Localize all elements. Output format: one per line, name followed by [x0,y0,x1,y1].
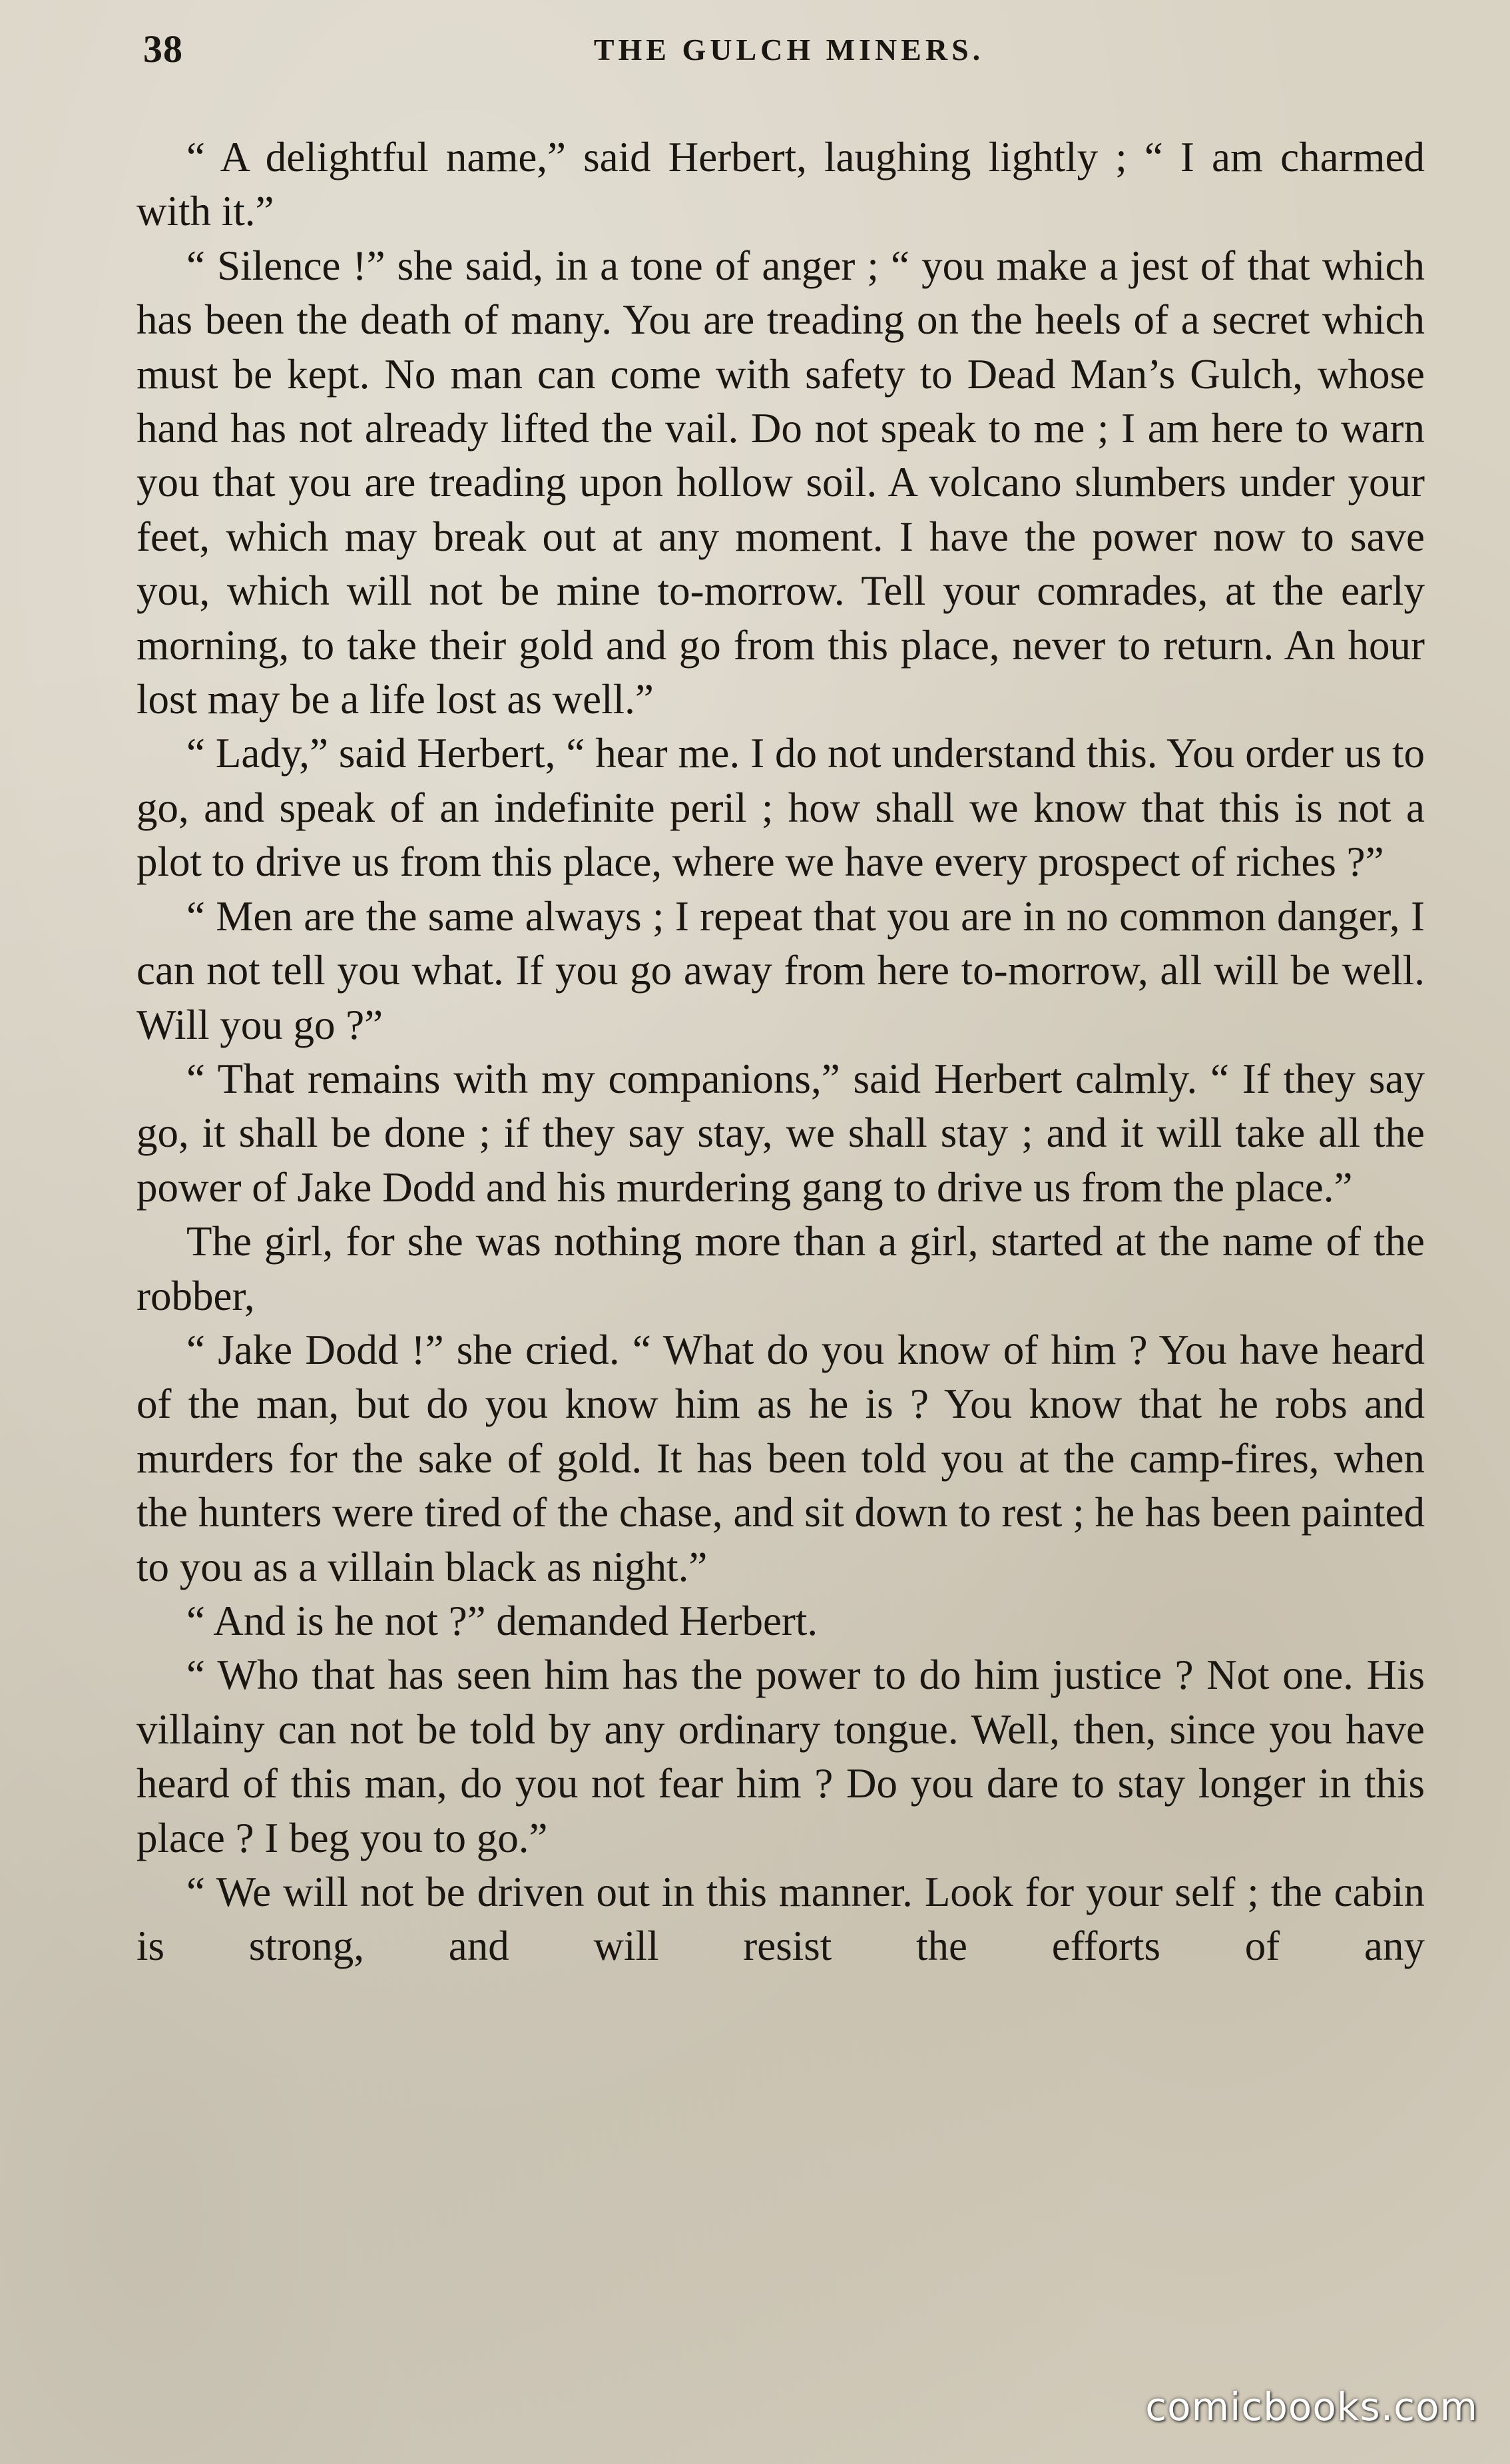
body-text [136,131,1425,1974]
paragraph-2: “ Silence !” she said, in a tone of anger ; “ you make a jest of that which has been the death of many. You are treading on the heels of a secret which must be kept. No man can come with safety to Dead Man’s Gulch, whose hand has not already lifted the vail. Do not speak to me ; I am here to warn you that you are treading upon hollow soil. A volcano slumbers under your feet, which may break out at any moment. I have the power now to save you, which will not be mine to-morrow. Tell your comrades, at the early morning, to take their gold and go from this place, never to return. An hour lost may be a life lost as well.” [136,242,1425,723]
paragraph-3: “ Lady,” said Herbert, “ hear me. I do not understand this. You order us to go, and speak of an indefinite peril ; how shall we know that this is not a plot to drive us from this place, where we have every prospect of riches ?” [136,730,1425,886]
paragraph-5: “ That remains with my companions,” said Herbert calmly. “ If they say go, it shall be done ; if they say stay, we shall stay ; and it will take all the power of Jake Dodd and his murdering gang to drive us from the place.” [136,1055,1425,1211]
paragraph-1-text: A delightful name,” said Herbert, laughing lightly ; “ I am charmed with it.” [136,134,1425,235]
running-head: THE GULCH MINERS. [593,33,985,67]
watermark: comicbooks.com [1145,2384,1478,2429]
page-number: 38 [143,27,183,71]
paragraph-6: The girl, for she was nothing more than a girl, started at the name of the robber, [136,1218,1425,1319]
paragraph-8: “ And is he not ?” demanded Herbert. [186,1597,818,1644]
paragraph-7: “ Jake Dodd !” she cried. “ What do you know of him ? You have heard of the man, but do you know him as he is ? You know that he robs and murders for the sake of gold. It has been told you at the camp-fires, when the hunters were tired of the chase, and sit down to rest ; he has been painted to you as a villain black as night.” [136,1326,1425,1590]
paragraph-1: “ A delightful name,” said Herbert, laughing lightly ; “ I am charmed with it.” [136,134,1425,235]
paragraph-10: “ We will not be driven out in this manner. Look for your self ; the cabin is strong, and will resist the efforts of any [136,1869,1425,1970]
page-header [143,27,1435,87]
paragraph-4: “ Men are the same always ; I repeat that you are in no common danger, I can not tell you what. If you go away from here to-morrow, all will be well. Will you go ?” [136,892,1425,1048]
paragraph-9: “ Who that has seen him has the power to do him justice ? Not one. His villainy can not be told by any ordinary tongue. Well, then, since you have heard of this man, do you not fear him ? Do you dare to stay longer in this place ? I beg you to go.” [136,1652,1425,1861]
